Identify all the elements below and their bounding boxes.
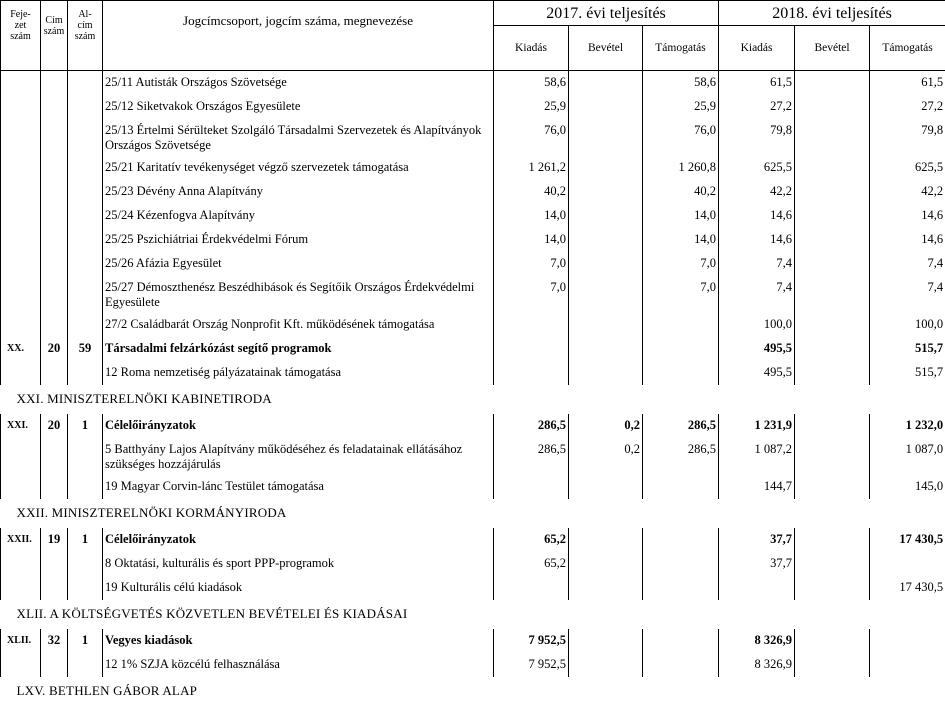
cim-cell (41, 576, 68, 600)
alcim-cell: 59 (68, 337, 103, 361)
k18-cell: 8 326,9 (719, 653, 795, 677)
section-title: LXV. BETHLEN GÁBOR ALAP (1, 677, 945, 706)
cim-cell (41, 552, 68, 576)
t18-cell: 7,4 (870, 252, 945, 276)
t18-cell: 61,5 (870, 71, 945, 96)
fejezet-cell (1, 576, 41, 600)
tamogatas-2017-header: Támogatás (643, 26, 719, 71)
k18-cell: 100,0 (719, 313, 795, 337)
k18-cell: 14,6 (719, 228, 795, 252)
alcim-cell: 1 (68, 528, 103, 552)
t18-cell (870, 653, 945, 677)
t17-cell (643, 653, 719, 677)
alcim-cell (68, 313, 103, 337)
b18-cell (795, 528, 870, 552)
k18-cell: 37,7 (719, 552, 795, 576)
b18-cell (795, 552, 870, 576)
table-row (1, 361, 945, 385)
b18-cell (795, 337, 870, 361)
table-row (1, 95, 945, 119)
cim-cell (41, 156, 68, 180)
alcim-cell (68, 156, 103, 180)
t17-cell (643, 528, 719, 552)
b17-cell (569, 361, 643, 385)
b18-cell (795, 204, 870, 228)
fejezet-cell (1, 204, 41, 228)
title-header: Jogcímcsoport, jogcím száma, megnevezése (103, 1, 494, 71)
b18-cell (795, 475, 870, 499)
k18-cell: 495,5 (719, 361, 795, 385)
fejezet-cell: XX. (1, 337, 41, 361)
t17-cell: 40,2 (643, 180, 719, 204)
fejezet-cell: XLII. (1, 629, 41, 653)
t17-cell (643, 475, 719, 499)
k17-cell: 76,0 (494, 119, 569, 156)
name-cell: 25/13 Értelmi Sérülteket Szolgáló Társadalmi Szervezetek és Alapítványok Országos Szövetsége (103, 119, 494, 156)
table-row (1, 576, 945, 600)
t18-cell: 14,6 (870, 204, 945, 228)
k17-cell (494, 361, 569, 385)
b17-cell (569, 95, 643, 119)
k17-cell: 7,0 (494, 276, 569, 313)
table-row (1, 313, 945, 337)
cim-cell (41, 228, 68, 252)
b18-cell (795, 156, 870, 180)
k17-cell: 58,6 (494, 71, 569, 96)
k18-cell: 7,4 (719, 252, 795, 276)
alcim-cell (68, 576, 103, 600)
section-title: XXI. MINISZTERELNÖKI KABINETIRODA (1, 385, 945, 414)
name-cell: 25/21 Karitatív tevékenységet végző szervezetek támogatása (103, 156, 494, 180)
name-cell: 12 1% SZJA közcélú felhasználása (103, 653, 494, 677)
cim-header: Cím szám (41, 1, 68, 71)
name-cell: 19 Magyar Corvin-lánc Testület támogatása (103, 475, 494, 499)
group-row (1, 414, 945, 438)
t17-cell: 1 260,8 (643, 156, 719, 180)
b18-cell (795, 71, 870, 96)
t17-cell (643, 361, 719, 385)
table-row (1, 204, 945, 228)
k17-cell: 286,5 (494, 414, 569, 438)
name-cell: 25/25 Pszichiátriai Érdekvédelmi Fórum (103, 228, 494, 252)
b18-cell (795, 629, 870, 653)
name-cell: Célelőirányzatok (103, 528, 494, 552)
t17-cell: 14,0 (643, 204, 719, 228)
k17-cell: 25,9 (494, 95, 569, 119)
group-row (1, 629, 945, 653)
b17-cell (569, 629, 643, 653)
k18-cell: 144,7 (719, 475, 795, 499)
b17-cell (569, 576, 643, 600)
table-row (1, 252, 945, 276)
header-row-years (1, 1, 945, 26)
b17-cell (569, 653, 643, 677)
t18-cell: 1 087,0 (870, 438, 945, 475)
k17-cell (494, 337, 569, 361)
t17-cell: 76,0 (643, 119, 719, 156)
fejezet-cell (1, 119, 41, 156)
cim-cell (41, 475, 68, 499)
fejezet-header: Feje- zet szám (1, 1, 41, 71)
alcim-header: Al- cím szám (68, 1, 103, 71)
table-row (1, 228, 945, 252)
alcim-cell (68, 361, 103, 385)
k18-cell: 495,5 (719, 337, 795, 361)
fejezet-cell: XXI. (1, 414, 41, 438)
alcim-cell (68, 228, 103, 252)
t17-cell: 58,6 (643, 71, 719, 96)
fejezet-cell (1, 252, 41, 276)
alcim-cell (68, 204, 103, 228)
group-row (1, 528, 945, 552)
b17-cell: 0,2 (569, 414, 643, 438)
section-heading (1, 499, 945, 528)
t17-cell: 286,5 (643, 438, 719, 475)
t18-cell: 145,0 (870, 475, 945, 499)
name-cell: Célelőirányzatok (103, 414, 494, 438)
b17-cell (569, 276, 643, 313)
alcim-cell (68, 653, 103, 677)
t18-cell: 625,5 (870, 156, 945, 180)
name-cell: Vegyes kiadások (103, 629, 494, 653)
t18-cell (870, 629, 945, 653)
group-row (1, 337, 945, 361)
b18-cell (795, 361, 870, 385)
table-row (1, 180, 945, 204)
cim-cell (41, 361, 68, 385)
b17-cell (569, 228, 643, 252)
section-heading (1, 385, 945, 414)
t17-cell (643, 552, 719, 576)
k17-cell: 7 952,5 (494, 653, 569, 677)
b17-cell: 0,2 (569, 438, 643, 475)
b18-cell (795, 313, 870, 337)
b18-cell (795, 414, 870, 438)
table-row (1, 438, 945, 475)
table-row (1, 119, 945, 156)
cim-cell (41, 276, 68, 313)
alcim-cell (68, 438, 103, 475)
t18-cell: 42,2 (870, 180, 945, 204)
k18-cell: 42,2 (719, 180, 795, 204)
k18-cell: 7,4 (719, 276, 795, 313)
cim-cell (41, 95, 68, 119)
fejezet-cell (1, 228, 41, 252)
cim-cell (41, 313, 68, 337)
k18-cell: 27,2 (719, 95, 795, 119)
k17-cell: 7,0 (494, 252, 569, 276)
t17-cell (643, 337, 719, 361)
k17-cell (494, 576, 569, 600)
fejezet-cell (1, 552, 41, 576)
b18-cell (795, 95, 870, 119)
fejezet-cell (1, 156, 41, 180)
table-row (1, 653, 945, 677)
b18-cell (795, 576, 870, 600)
t18-cell: 7,4 (870, 276, 945, 313)
cim-cell (41, 180, 68, 204)
alcim-cell: 1 (68, 629, 103, 653)
table-row (1, 71, 945, 96)
table-row (1, 552, 945, 576)
b17-cell (569, 156, 643, 180)
t17-cell: 25,9 (643, 95, 719, 119)
k17-cell (494, 313, 569, 337)
cim-cell (41, 438, 68, 475)
b18-cell (795, 228, 870, 252)
name-cell: 25/12 Siketvakok Országos Egyesülete (103, 95, 494, 119)
t17-cell: 7,0 (643, 276, 719, 313)
name-cell: 25/11 Autisták Országos Szövetsége (103, 71, 494, 96)
alcim-cell (68, 276, 103, 313)
b17-cell (569, 180, 643, 204)
b17-cell (569, 337, 643, 361)
k17-cell: 1 261,2 (494, 156, 569, 180)
alcim-cell (68, 475, 103, 499)
alcim-cell (68, 180, 103, 204)
t17-cell: 14,0 (643, 228, 719, 252)
fejezet-cell (1, 71, 41, 96)
t17-cell (643, 629, 719, 653)
name-cell: 27/2 Családbarát Ország Nonprofit Kft. működésének támogatása (103, 313, 494, 337)
t17-cell (643, 313, 719, 337)
section-title: XLII. A KÖLTSÉGVETÉS KÖZVETLEN BEVÉTELEI ÉS KIADÁSAI (1, 600, 945, 629)
b18-cell (795, 653, 870, 677)
b17-cell (569, 71, 643, 96)
k17-cell: 40,2 (494, 180, 569, 204)
cim-cell (41, 252, 68, 276)
b17-cell (569, 528, 643, 552)
k18-cell: 1 087,2 (719, 438, 795, 475)
fejezet-cell (1, 361, 41, 385)
cim-cell: 20 (41, 337, 68, 361)
k18-cell: 79,8 (719, 119, 795, 156)
fejezet-cell (1, 653, 41, 677)
cim-cell (41, 653, 68, 677)
t18-cell: 1 232,0 (870, 414, 945, 438)
t18-cell: 515,7 (870, 337, 945, 361)
fejezet-cell (1, 313, 41, 337)
section-heading (1, 600, 945, 629)
year-2017-header: 2017. évi teljesítés (494, 1, 719, 26)
k18-cell: 14,6 (719, 204, 795, 228)
t17-cell: 286,5 (643, 414, 719, 438)
k17-cell (494, 475, 569, 499)
b18-cell (795, 119, 870, 156)
b17-cell (569, 119, 643, 156)
t17-cell (643, 576, 719, 600)
b17-cell (569, 204, 643, 228)
name-cell: 25/26 Afázia Egyesület (103, 252, 494, 276)
k18-cell: 8 326,9 (719, 629, 795, 653)
k18-cell (719, 576, 795, 600)
name-cell: 19 Kulturális célú kiadások (103, 576, 494, 600)
alcim-cell (68, 552, 103, 576)
k17-cell: 65,2 (494, 528, 569, 552)
cim-cell: 32 (41, 629, 68, 653)
t18-cell: 79,8 (870, 119, 945, 156)
table-row (1, 475, 945, 499)
cim-cell: 19 (41, 528, 68, 552)
table-row (1, 276, 945, 313)
kiadas-2018-header: Kiadás (719, 26, 795, 71)
name-cell: 25/27 Démoszthenész Beszédhibások és Segítőik Országos Érdekvédelmi Egyesülete (103, 276, 494, 313)
t18-cell: 515,7 (870, 361, 945, 385)
cim-cell (41, 71, 68, 96)
k18-cell: 625,5 (719, 156, 795, 180)
t18-cell: 27,2 (870, 95, 945, 119)
alcim-cell: 1 (68, 414, 103, 438)
b17-cell (569, 252, 643, 276)
k18-cell: 61,5 (719, 71, 795, 96)
t17-cell: 7,0 (643, 252, 719, 276)
k17-cell: 65,2 (494, 552, 569, 576)
alcim-cell (68, 119, 103, 156)
k17-cell: 286,5 (494, 438, 569, 475)
fejezet-cell (1, 95, 41, 119)
kiadas-2017-header: Kiadás (494, 26, 569, 71)
t18-cell (870, 552, 945, 576)
name-cell: Társadalmi felzárkózást segítő programok (103, 337, 494, 361)
b18-cell (795, 276, 870, 313)
tamogatas-2018-header: Támogatás (870, 26, 945, 71)
b18-cell (795, 180, 870, 204)
t18-cell: 17 430,5 (870, 576, 945, 600)
alcim-cell (68, 71, 103, 96)
section-title: XXII. MINISZTERELNÖKI KORMÁNYIRODA (1, 499, 945, 528)
fejezet-cell (1, 438, 41, 475)
name-cell: 25/23 Dévény Anna Alapítvány (103, 180, 494, 204)
t18-cell: 17 430,5 (870, 528, 945, 552)
alcim-cell (68, 252, 103, 276)
t18-cell: 14,6 (870, 228, 945, 252)
t18-cell: 100,0 (870, 313, 945, 337)
k17-cell: 14,0 (494, 228, 569, 252)
k18-cell: 1 231,9 (719, 414, 795, 438)
cim-cell (41, 204, 68, 228)
b17-cell (569, 552, 643, 576)
section-heading (1, 677, 945, 706)
name-cell: 8 Oktatási, kulturális és sport PPP-programok (103, 552, 494, 576)
fejezet-cell (1, 475, 41, 499)
b17-cell (569, 475, 643, 499)
bevetel-2018-header: Bevétel (795, 26, 870, 71)
fejezet-cell (1, 276, 41, 313)
k17-cell: 14,0 (494, 204, 569, 228)
name-cell: 5 Batthyány Lajos Alapítvány működéséhez és feladatainak ellátásához szükséges hozzájárulás (103, 438, 494, 475)
b18-cell (795, 438, 870, 475)
year-2018-header: 2018. évi teljesítés (719, 1, 945, 26)
name-cell: 12 Roma nemzetiség pályázatainak támogatása (103, 361, 494, 385)
cim-cell (41, 119, 68, 156)
fejezet-cell: XXII. (1, 528, 41, 552)
table-body (1, 71, 945, 706)
bevetel-2017-header: Bevétel (569, 26, 643, 71)
name-cell: 25/24 Kézenfogva Alapítvány (103, 204, 494, 228)
k18-cell: 37,7 (719, 528, 795, 552)
alcim-cell (68, 95, 103, 119)
table-row (1, 156, 945, 180)
fejezet-cell (1, 180, 41, 204)
b18-cell (795, 252, 870, 276)
b17-cell (569, 313, 643, 337)
cim-cell: 20 (41, 414, 68, 438)
k17-cell: 7 952,5 (494, 629, 569, 653)
